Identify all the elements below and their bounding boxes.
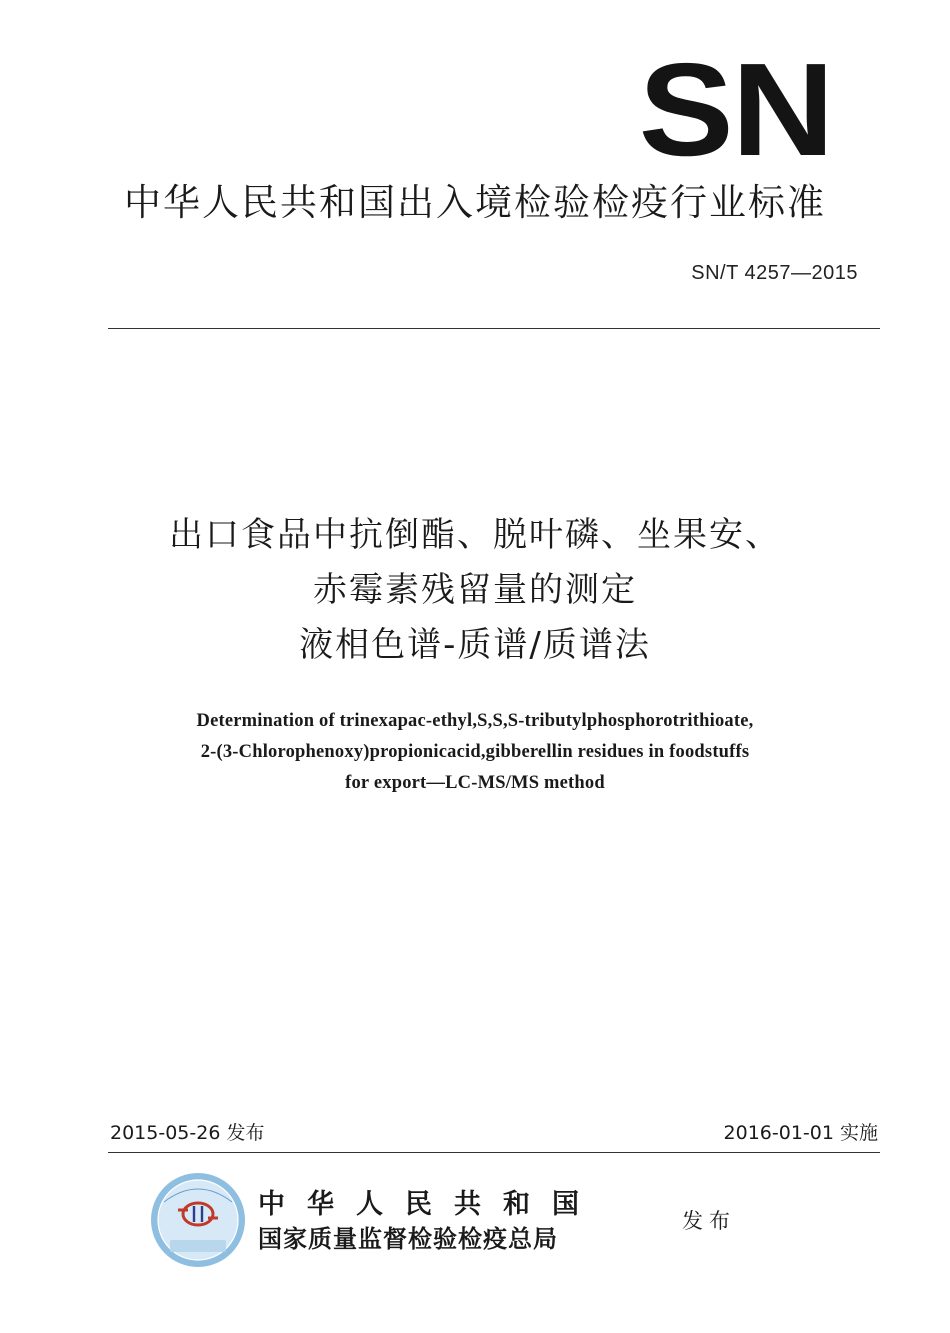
anti-counterfeit-seal-icon <box>150 1172 246 1268</box>
sn-logo: SN <box>638 36 832 183</box>
chinese-title-line-1: 出口食品中抗倒酯、脱叶磷、坐果安、 <box>169 515 781 555</box>
issuer-line-1: 中华人民共和国 <box>258 1189 601 1220</box>
english-title-line-2: 2-(3-Chlorophenoxy)propionicacid,gibberellin residues in foodstuffs <box>200 742 750 762</box>
issuing-authority <box>258 1188 601 1256</box>
publish-label: 发布 <box>682 1209 736 1233</box>
implementation-date: 2016-01-01 实施 <box>723 1122 878 1144</box>
chinese-title <box>0 508 950 673</box>
english-title-line-1: Determination of trinexapac-ethyl,S,S,S-tributylphosphorotrithioate, <box>196 711 754 731</box>
chinese-title-line-2: 赤霉素残留量的测定 <box>313 570 637 610</box>
bottom-divider <box>108 1152 880 1153</box>
english-title <box>0 706 950 799</box>
chinese-title-line-3: 液相色谱-质谱/质谱法 <box>299 625 651 665</box>
issue-date: 2015-05-26 发布 <box>110 1122 265 1144</box>
standard-number: SN/T 4257—2015 <box>691 262 858 284</box>
issuer-line-2: 国家质量监督检验检疫总局 <box>258 1224 558 1253</box>
standard-category-title: 中华人民共和国出入境检验检疫行业标准 <box>124 181 826 224</box>
english-title-line-3: for export—LC-MS/MS method <box>345 773 605 793</box>
top-divider <box>108 328 880 329</box>
